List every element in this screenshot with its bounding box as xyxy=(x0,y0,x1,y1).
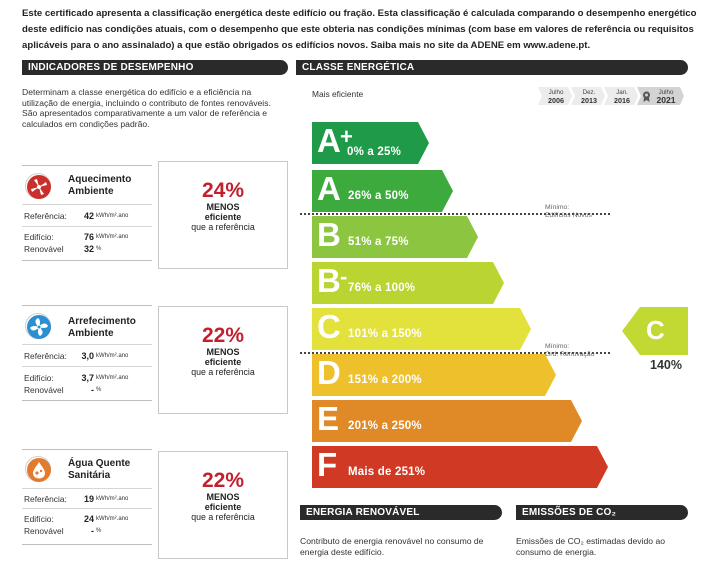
section-header-emissoes: EMISSÕES DE CO₂ xyxy=(516,505,688,520)
indicators-description: Determinam a classe energética do edifício e a eficiência na utilização de energia, incluindo o contributo de fontes renováveis. São apresentados comparativamente a um valor de referência e calculados em condições padrão. xyxy=(22,87,271,129)
energy-class-bar xyxy=(312,262,505,304)
energy-class-range: Mais de 251% xyxy=(348,466,426,478)
comparison-box-heating: 24% MENOS eficiente que a referência xyxy=(158,161,288,269)
min-new-label: Mínimo: Edifícios Novos xyxy=(545,204,592,219)
section-header-classe: CLASSE ENERGÉTICA xyxy=(296,60,688,75)
year-2006: Julho 2006 xyxy=(548,89,564,105)
more-efficient-label: Mais eficiente xyxy=(312,89,364,99)
award-icon xyxy=(642,91,651,102)
indicator-title: Aquecimento Ambiente xyxy=(68,174,132,197)
energy-class-range: 51% a 75% xyxy=(348,236,409,248)
energy-class-range: 151% a 200% xyxy=(348,374,422,386)
year-2021: Julho 2021 xyxy=(656,89,676,105)
energy-class-letter: F xyxy=(317,446,338,483)
indicator-title: Água Quente Sanitária xyxy=(68,458,131,481)
energy-class-bar xyxy=(312,308,532,350)
indicator-heating: Aquecimento Ambiente Referência: 42 kWh/m².ano Edifício: 76 kWh/m².ano Renovável 32 % xyxy=(22,165,152,261)
energy-class-letter: C xyxy=(317,308,341,345)
energy-class-letter: B - xyxy=(317,262,348,299)
energy-class-range: 26% a 50% xyxy=(348,190,409,202)
energy-class-letter: E xyxy=(317,400,340,437)
comparison-box-hot-water: 22% MENOS eficiente que a referência xyxy=(158,451,288,559)
comparison-percent: 24% xyxy=(201,179,245,202)
energy-class-letter: A xyxy=(317,170,341,207)
comparison-percent: 22% xyxy=(201,469,245,492)
current-class-letter: C xyxy=(646,315,665,345)
emissions-description: Emissões de CO₂ estimadas devido ao consumo de energia. xyxy=(516,536,666,557)
year-2016: Jan. 2016 xyxy=(614,89,630,105)
year-2013: Dez. 2013 xyxy=(581,89,597,105)
energy-class-bar xyxy=(312,122,430,164)
energy-class-bar xyxy=(312,216,479,258)
energy-class-range: 0% a 25% xyxy=(347,146,402,158)
comparison-percent: 22% xyxy=(201,324,245,347)
cooling-fan-icon xyxy=(25,313,51,339)
energy-class-bar xyxy=(312,446,609,488)
energy-class-bar xyxy=(312,400,583,442)
energy-class-bar xyxy=(312,354,557,396)
year-selector xyxy=(538,87,686,105)
renewable-description: Contributo de energia renovável no consumo de energia deste edifício. xyxy=(300,536,484,557)
indicator-cooling: Arrefecimento Ambiente Referência: 3,0 kWh/m².ano Edifício: 3,7 kWh/m².ano Renovável - % xyxy=(22,305,152,401)
heating-fan-icon xyxy=(25,173,51,199)
hot-water-icon xyxy=(25,456,51,482)
energy-class-letter: A + xyxy=(317,122,353,159)
energy-class-range: 76% a 100% xyxy=(348,282,416,294)
min-renovation-label: Mínimo: Grd. Renovação xyxy=(545,343,595,358)
energy-class-letter: D xyxy=(317,354,341,391)
comparison-box-cooling: 22% MENOS eficiente que a referência xyxy=(158,306,288,414)
energy-class-range: 101% a 150% xyxy=(348,328,422,340)
current-class-percent: 140% xyxy=(650,358,682,372)
energy-class-range: 201% a 250% xyxy=(348,420,422,432)
energy-class-letter: B xyxy=(317,216,341,253)
indicator-hot-water: Água Quente Sanitária Referência: 19 kWh/m².ano Edifício: 24 kWh/m².ano Renovável - % xyxy=(22,449,152,545)
intro-text: Este certificado apresenta a classificação energética deste edifício ou fração. Esta classificação é calculada comparando o desempenho energético deste edifício nas condições atuais, com o desempenho que este obteria nas condições mínimas (com base em valores de referência ou requisitos aplicáveis para o ano assinalado) a que estão obrigados os edifícios novos. Saiba mais no site da ADENE em www.adene.pt. xyxy=(22,8,697,51)
energy-class-bar xyxy=(312,170,454,212)
indicator-title: Arrefecimento Ambiente xyxy=(68,316,136,339)
section-header-renovavel: ENERGIA RENOVÁVEL xyxy=(300,505,502,520)
section-header-indicadores: INDICADORES DE DESEMPENHO xyxy=(22,60,288,75)
